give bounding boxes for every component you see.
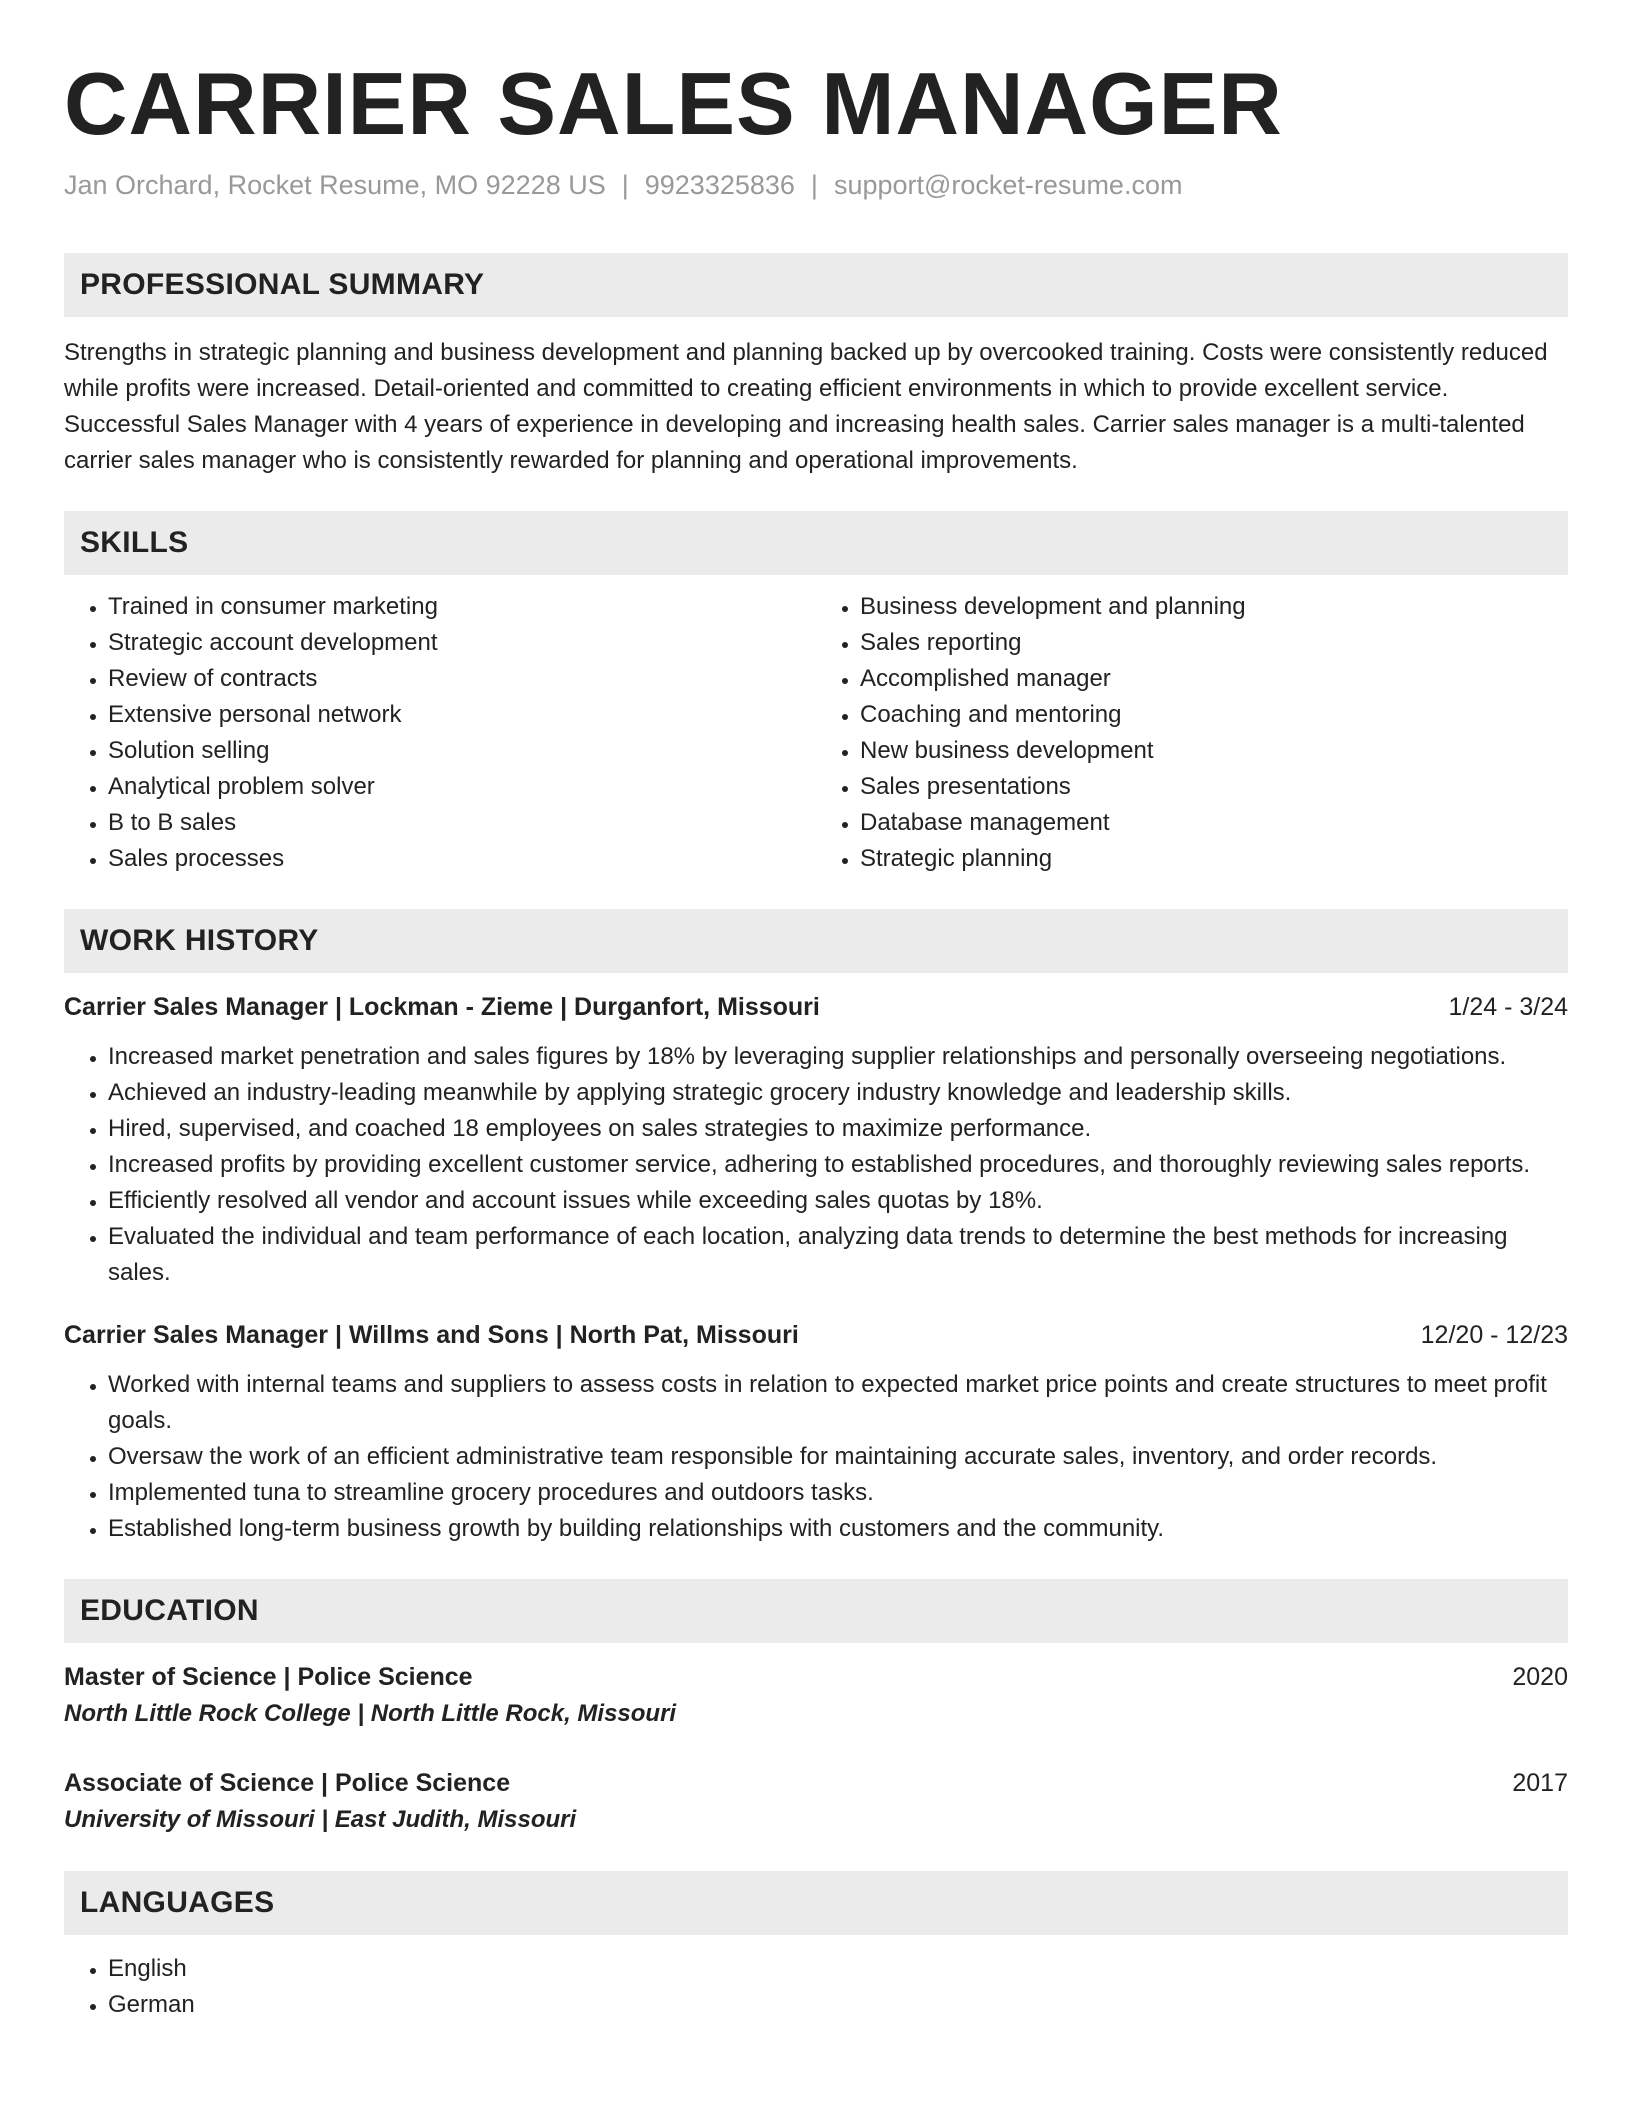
skill-item: • Solution selling — [108, 733, 816, 769]
skill-item: • Extensive personal network — [108, 697, 816, 733]
job-dates: 12/20 - 12/23 — [1420, 1321, 1568, 1350]
job-bullet: • Evaluated the individual and team performance of each location, analyzing data trends to determine the best methods for increasing sales. — [108, 1219, 1568, 1291]
section-header-summary: PROFESSIONAL SUMMARY — [64, 253, 1568, 317]
languages-list — [64, 1951, 1568, 2023]
job-bullet: • Hired, supervised, and coached 18 employees on sales strategies to maximize performance. — [108, 1111, 1568, 1147]
skill-item: • Analytical problem solver — [108, 769, 816, 805]
skill-item: • Business development and planning — [860, 589, 1568, 625]
job-bullet: • Worked with internal teams and suppliers to assess costs in relation to expected market price points and create structures to meet profit goals. — [108, 1367, 1568, 1439]
education-heading — [64, 1659, 1568, 1695]
candidate-title: CARRIER SALES MANAGER — [64, 54, 1283, 153]
job-title: Carrier Sales Manager | Willms and Sons | North Pat, Missouri — [64, 1321, 799, 1350]
language-item: • English — [108, 1951, 1568, 1987]
skill-item: • B to B sales — [108, 805, 816, 841]
skills-column-right — [816, 589, 1568, 877]
skill-item: • Sales presentations — [860, 769, 1568, 805]
section-header-work-history: WORK HISTORY — [64, 909, 1568, 973]
section-header-languages: LANGUAGES — [64, 1871, 1568, 1935]
skill-item: • Strategic account development — [108, 625, 816, 661]
job-bullet: • Increased profits by providing excellent customer service, adhering to established procedures, and thoroughly reviewing sales reports. — [108, 1147, 1568, 1183]
skill-item: • Review of contracts — [108, 661, 816, 697]
contact-separator: | — [621, 170, 629, 201]
section-header-education: EDUCATION — [64, 1579, 1568, 1643]
summary-text: Strengths in strategic planning and business development and planning backed up by overcooked training. Costs were consistently reduced while profits were increased. Detail-oriented and committed to creating efficient environments in which to provide excellent service. Successful Sales Manager with 4 years of experience in developing and increasing health sales. Carrier sales manager is a multi-talented carrier sales manager who is consistently rewarded for planning and operational improvements. — [64, 339, 1548, 475]
job-bullets — [64, 1367, 1568, 1547]
skill-item: • Sales reporting — [860, 625, 1568, 661]
education-year: 2020 — [1512, 1663, 1568, 1692]
education-year: 2017 — [1512, 1769, 1568, 1798]
job-dates: 1/24 - 3/24 — [1448, 993, 1568, 1022]
education-school: University of Missouri | East Judith, Missouri — [64, 1806, 577, 1834]
skill-item: • New business development — [860, 733, 1568, 769]
job-bullet: • Increased market penetration and sales figures by 18% by leveraging supplier relationships and personally overseeing negotiations. — [108, 1039, 1568, 1075]
job-bullets — [64, 1039, 1568, 1291]
job-bullet: • Oversaw the work of an efficient administrative team responsible for maintaining accurate sales, inventory, and order records. — [108, 1439, 1568, 1475]
education-degree: Master of Science | Police Science — [64, 1663, 473, 1692]
skill-item: • Sales processes — [108, 841, 816, 877]
job-heading — [64, 989, 1568, 1025]
contact-email: support@rocket-resume.com — [833, 170, 1183, 201]
contact-address: Jan Orchard, Rocket Resume, MO 92228 US — [64, 170, 606, 201]
job-bullet: • Implemented tuna to streamline grocery procedures and outdoors tasks. — [108, 1475, 1568, 1511]
skill-item: • Trained in consumer marketing — [108, 589, 816, 625]
job-heading — [64, 1317, 1568, 1353]
job-title: Carrier Sales Manager | Lockman - Zieme | Durganfort, Missouri — [64, 993, 820, 1022]
contact-phone: 9923325836 — [644, 170, 795, 201]
education-school: North Little Rock College | North Little Rock, Missouri — [64, 1700, 677, 1728]
section-header-skills: SKILLS — [64, 511, 1568, 575]
contact-line — [64, 168, 1568, 203]
job-bullet: • Established long-term business growth by building relationships with customers and the community. — [108, 1511, 1568, 1547]
skill-item: • Accomplished manager — [860, 661, 1568, 697]
education-heading — [64, 1765, 1568, 1801]
education-degree: Associate of Science | Police Science — [64, 1769, 511, 1798]
skills-grid — [64, 589, 1568, 877]
language-item: • German — [108, 1987, 1568, 2023]
contact-separator: | — [810, 170, 818, 201]
skills-column-left — [64, 589, 816, 877]
skill-item: • Database management — [860, 805, 1568, 841]
skill-item: • Coaching and mentoring — [860, 697, 1568, 733]
job-bullet: • Achieved an industry-leading meanwhile by applying strategic grocery industry knowledge and leadership skills. — [108, 1075, 1568, 1111]
skill-item: • Strategic planning — [860, 841, 1568, 877]
job-bullet: • Efficiently resolved all vendor and account issues while exceeding sales quotas by 18%. — [108, 1183, 1568, 1219]
